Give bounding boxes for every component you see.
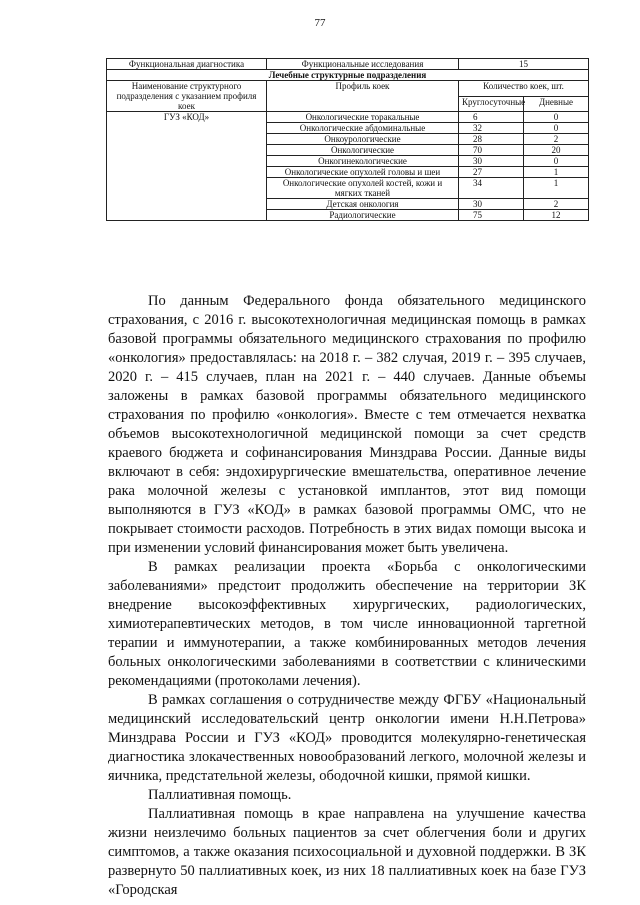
- header-beds-count: Количество коек, шт.: [459, 81, 589, 97]
- round-cell: 75: [459, 210, 524, 221]
- day-cell: 12: [524, 210, 589, 221]
- table-row: [107, 112, 589, 123]
- round-cell: 30: [459, 199, 524, 210]
- table-header-row: [107, 81, 589, 97]
- day-cell: 2: [524, 134, 589, 145]
- header-unit-name: Наименование структурного подразделения с указанием профиля коек: [107, 81, 267, 112]
- profile-cell: Онкоурологические: [267, 134, 459, 145]
- day-cell: 0: [524, 156, 589, 167]
- header-profile: Профиль коек: [267, 81, 459, 112]
- round-cell: 6: [459, 112, 524, 123]
- beds-table: [106, 58, 589, 221]
- profile-cell: Онкологические: [267, 145, 459, 156]
- round-cell: 30: [459, 156, 524, 167]
- profile-cell: Онкологические абдоминальные: [267, 123, 459, 134]
- paragraph: По данным Федерального фонда обязательного медицинского страхования, с 2016 г. высокотехнологичная медицинская помощь в рамках базовой программы обязательного медицинского страхования по профилю «онкология» предоставлялась: на 2018 г. – 382 случая, 2019 г. – 395 случаев, 2020 г. – 415 случаев, план на 2021 г. – 440 случаев. Данные объемы заложены в рамках базовой программы обязательного медицинского страхования по профилю «онкология». Вместе с тем отмечается нехватка объемов высокотехнологичной медицинской помощи за счет средств краевого бюджета и софинансирования Минздрава России. Данные виды включают в себя: эндохирургические вмешательства, оперативное лечение рака молочной железы с установкой имплантов, этот вид помощи выполняются в ГУЗ «КОД» в рамках базовой программы ОМС, что не покрывает стоимости расходов. Потребность в этих видах помощи высока и при изменении условий финансирования может быть увеличена.: [108, 293, 586, 556]
- profile-cell: Онкологические опухолей головы и шеи: [267, 167, 459, 178]
- profile-cell: Онкогинекологические: [267, 156, 459, 167]
- round-cell: 27: [459, 167, 524, 178]
- round-cell: 34: [459, 178, 524, 199]
- day-cell: 0: [524, 123, 589, 134]
- table-cell: 15: [459, 59, 589, 70]
- table-row: [107, 70, 589, 81]
- table-cell: Функциональные исследования: [267, 59, 459, 70]
- paragraph: В рамках соглашения о сотрудничестве между ФГБУ «Национальный медицинский исследовательский центр онкологии имени Н.Н.Петрова» Минздрава России и ГУЗ «КОД» проводится молекулярно-генетическая диагностика злокачественных новообразований легкого, молочной железы и яичника, предстательной железы, ободочной кишки, прямой кишки.: [108, 692, 586, 784]
- table-cell: Функциональная диагностика: [107, 59, 267, 70]
- profile-cell: Радиологические: [267, 210, 459, 221]
- paragraph: Паллиативная помощь в крае направлена на улучшение качества жизни неизлечимо больных пациентов за счет облегчения боли и других симптомов, а также оказания психосоциальной и духовной поддержки. В ЗК развернуто 50 паллиативных коек, из них 18 паллиативных коек на базе ГУЗ «Городская: [108, 806, 586, 898]
- body-text: [108, 292, 586, 900]
- profile-cell: Детская онкология: [267, 199, 459, 210]
- round-cell: 70: [459, 145, 524, 156]
- subheading: Паллиативная помощь.: [148, 787, 292, 803]
- round-cell: 32: [459, 123, 524, 134]
- section-title: Лечебные структурные подразделения: [107, 70, 589, 81]
- unit-cell: ГУЗ «КОД»: [107, 112, 267, 221]
- round-cell: 28: [459, 134, 524, 145]
- header-round-clock: Круглосуточные: [459, 96, 524, 112]
- day-cell: 1: [524, 167, 589, 178]
- page-number: 77: [314, 17, 326, 29]
- day-cell: 0: [524, 112, 589, 123]
- table-row: [107, 59, 589, 70]
- paragraph: В рамках реализации проекта «Борьба с онкологическими заболеваниями» предстоит продолжить обеспечение на территории ЗК внедрение высокоэффективных хирургических, радиологических, химиотерапевтических методов, в том числе инновационной таргетной терапии и иммунотерапии, а также комбинированных методов лечения больных онкологическими заболеваниями в соответствии с клиническими рекомендациями (протоколами лечения).: [108, 559, 586, 689]
- day-cell: 20: [524, 145, 589, 156]
- header-day: Дневные: [524, 96, 589, 112]
- day-cell: 1: [524, 178, 589, 199]
- profile-cell: Онкологические торакальные: [267, 112, 459, 123]
- day-cell: 2: [524, 199, 589, 210]
- profile-cell: Онкологические опухолей костей, кожи и мягких тканей: [267, 178, 459, 199]
